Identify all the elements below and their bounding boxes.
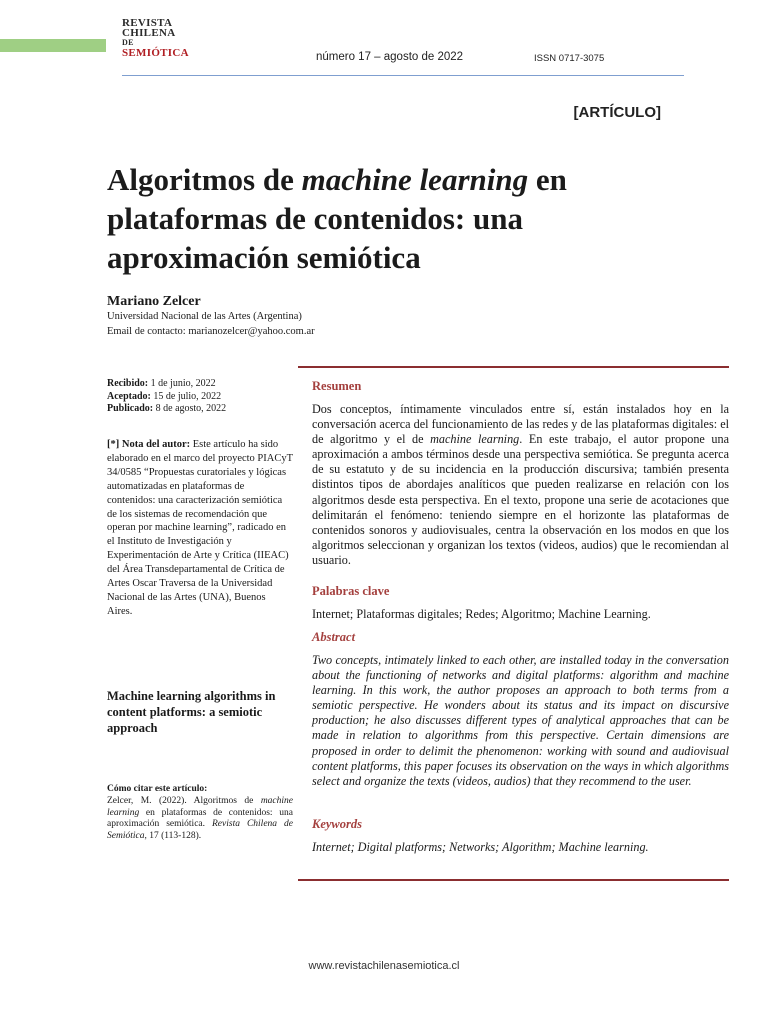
author-affiliation: Universidad Nacional de las Artes (Argentina) xyxy=(107,311,302,322)
citation-heading: Cómo citar este artículo: xyxy=(107,784,208,794)
citation-text: Zelcer, M. (2022). Algoritmos de machine learning en plataformas de contenidos: una aproximación semiótica. Revista Chilena de Semiótica, 17 (113-128). xyxy=(107,796,293,841)
keywords-heading: Keywords xyxy=(312,817,362,831)
logo-line-revista: REVISTA xyxy=(122,17,173,29)
header-divider xyxy=(122,75,684,76)
article-title xyxy=(107,160,667,277)
author-note xyxy=(107,438,293,619)
date-accepted: Aceptado: 15 de julio, 2022 xyxy=(107,390,222,402)
author-note-label: [*] Nota del autor: xyxy=(107,439,191,450)
english-title: Machine learning algorithms in content platforms: a semiotic approach xyxy=(107,689,276,735)
palabras-clave-text: Internet; Plataformas digitales; Redes; Algoritmo; Machine Learning. xyxy=(312,607,651,621)
logo-line-semiotica: SEMIÓTICA xyxy=(122,47,189,59)
abstract-heading: Abstract xyxy=(312,630,356,644)
author-name: Mariano Zelcer xyxy=(107,294,201,309)
issue-info: número 17 – agosto de 2022 xyxy=(316,51,464,63)
logo-line-de: DE xyxy=(122,38,134,47)
title-part-1: Algoritmos de xyxy=(107,162,302,197)
author-email: Email de contacto: marianozelcer@yahoo.com.ar xyxy=(107,326,315,337)
resumen-heading: Resumen xyxy=(312,379,362,393)
date-published: Publicado: 8 de agosto, 2022 xyxy=(107,403,227,414)
abstract-top-rule xyxy=(298,366,729,368)
article-dates xyxy=(107,378,226,416)
palabras-clave-heading: Palabras clave xyxy=(312,584,390,598)
keywords-text: Internet; Digital platforms; Networks; Algorithm; Machine learning. xyxy=(312,840,649,854)
author-note-text: Este artículo ha sido elaborado en el marco del proyecto PIACyT 34/0585 “Propuestas curatoriales y lógicas automatizadas en plataformas de contenidos: una caracterización semiótica de los sistemas de recomendación que operan por machine learning”, radicado en el Instituto de Investigación y Experimentación de Arte y Crítica (IIEAC) del Área Transdepartamental de Crítica de Artes Oscar Traversa de la Universidad Nacional de las Artes (UNA), Buenos Aires. xyxy=(107,439,293,617)
article-type-tag: [ARTÍCULO] xyxy=(573,104,661,121)
title-part-2: en plataformas de contenidos: una aproximación semiótica xyxy=(107,162,567,275)
logo-line-chilena: CHILENA xyxy=(122,27,176,39)
abstract-text: Two concepts, intimately linked to each other, are installed today in the conversation about the functioning of networks and digital platforms: algorithm and machine learning. In this work, the author proposes an approach to both terms from a semiotic perspective. He wonders about its status and its impact on discursive production; he also discusses different types of analytical approaches that can be made in relation to algorithms from this perspective. Certain dimensions are proposed in order to delimit the phenomenon: working with sound and audiovisual content platforms, this paper focuses its observation on the ways in which algorithms select and organize the texts (videos, audios) that they recommend to the user. xyxy=(312,653,729,788)
journal-logo xyxy=(122,18,189,58)
issn: ISSN 0717-3075 xyxy=(534,53,605,64)
abstract-bottom-rule xyxy=(298,879,729,881)
header-green-bar xyxy=(0,39,106,52)
date-received: Recibido: 1 de junio, 2022 xyxy=(107,378,216,389)
title-italic: machine learning xyxy=(301,162,529,197)
resumen-text: Dos conceptos, íntimamente vinculados entre sí, están instalados hoy en la conversación acerca del funcionamiento de las redes y de las plataformas digitales: el de algoritmo y el de machine learning. En este trabajo, el autor propone una aproximación a ambos términos desde una perspectiva semiótica. Se pregunta acerca de su estatuto y de su incidencia en la producción discursiva; también presenta distintos tipos de abordajes analíticos que pueden realizarse en relación con los algoritmos desde esta perspectiva. En el texto, propone una serie de acotaciones que delimitarán el fenómeno: teniendo siempre en el horizonte las plataformas de contenidos sonoros y audiovisuales, centra la observación en los modos en que los algoritmos seleccionan y organizan los textos (videos, audios) que le recomiendan al usuario. xyxy=(312,402,729,567)
footer-url[interactable]: www.revistachilenasemiotica.cl xyxy=(308,960,460,972)
